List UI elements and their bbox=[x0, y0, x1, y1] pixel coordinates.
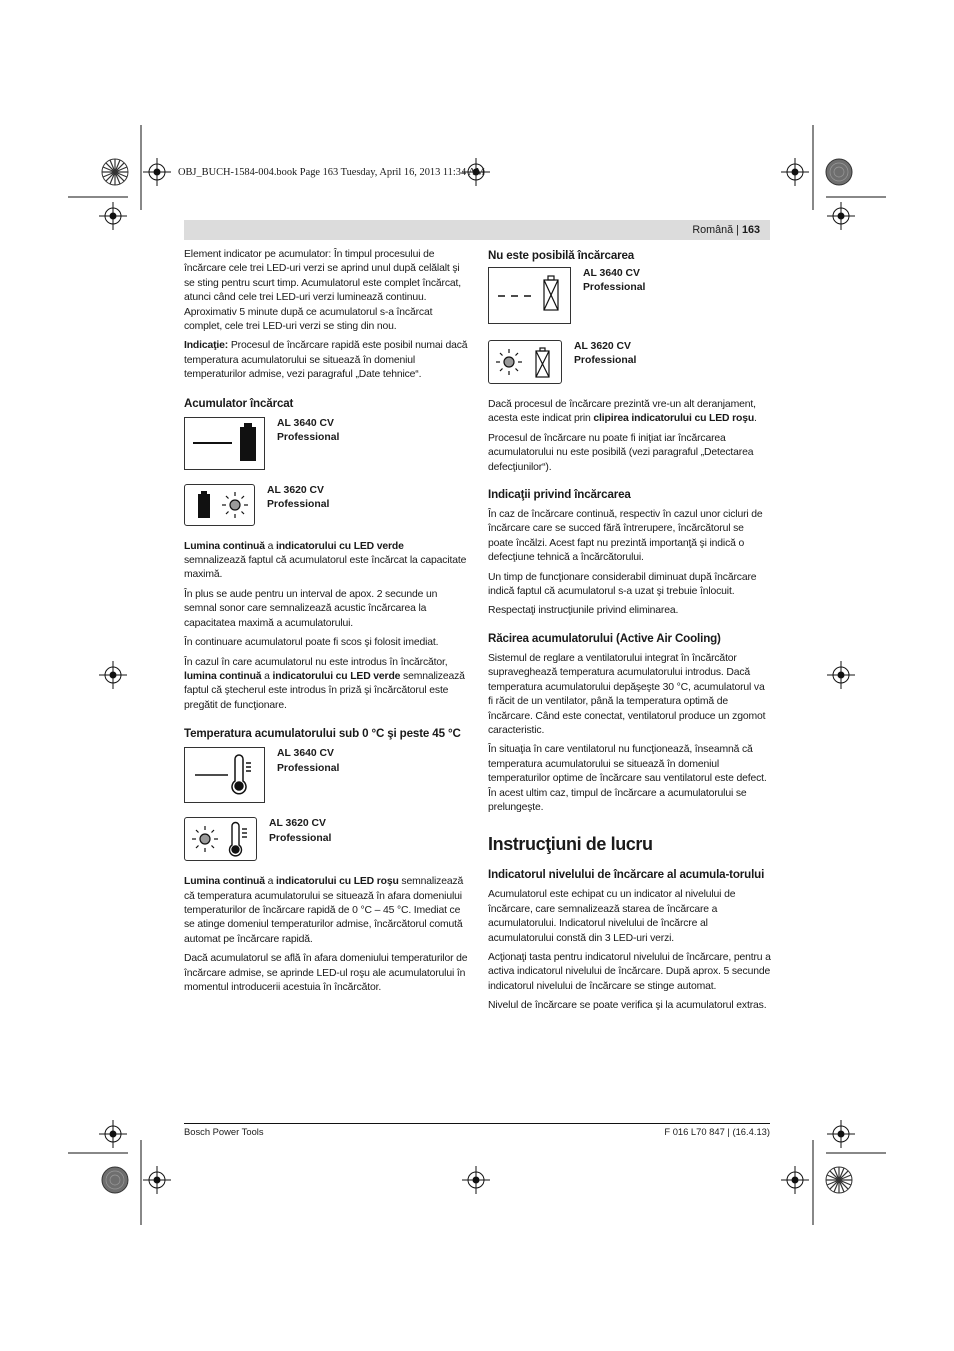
model-label: AL 3620 CV bbox=[267, 484, 324, 496]
professional-label: Professional bbox=[267, 499, 330, 511]
emphasis: Lumina continuă bbox=[184, 540, 265, 552]
charged-paragraph-4 bbox=[184, 656, 468, 714]
professional-label: Professional bbox=[574, 355, 637, 367]
battery-defect-icon bbox=[536, 348, 549, 377]
professional-label: Professional bbox=[583, 282, 646, 294]
not-possible-paragraph-1 bbox=[488, 398, 771, 427]
professional-label: Professional bbox=[277, 432, 340, 444]
battery-full-icon bbox=[240, 423, 256, 461]
footer-left: Bosch Power Tools bbox=[184, 1126, 264, 1137]
cooling-heading: Răcirea acumulatorului (Active Air Cooling) bbox=[488, 631, 721, 645]
charged-paragraph-1 bbox=[184, 540, 468, 583]
text: a bbox=[264, 876, 276, 888]
led-on-icon bbox=[222, 492, 248, 518]
emphasis: lumina continuă bbox=[184, 670, 262, 682]
charged-paragraph-2: În plus se aude pentru un interval de apox. 2 secunde un semnal sonor care semnalizează acustic încărcarea la capacitatea maximă a acumulatorului. bbox=[184, 588, 438, 629]
page-header bbox=[692, 222, 760, 238]
figure-charged-3640 bbox=[184, 417, 468, 470]
page-number: 163 bbox=[741, 224, 760, 236]
model-label: AL 3620 CV bbox=[574, 341, 631, 352]
charged-paragraph-3: În continuare acumulatorul poate fi scos şi folosit imediat. bbox=[184, 637, 439, 649]
note-label: Indicaţie: bbox=[184, 340, 229, 352]
footer-rule bbox=[184, 1123, 770, 1124]
header-language: Română bbox=[692, 224, 734, 236]
level-paragraph-3: Nivelul de încărcare se poate verifica şi la acumulatorul extras. bbox=[488, 1000, 767, 1012]
left-column bbox=[184, 248, 468, 1000]
not-possible-heading: Nu este posibilă încărcarea bbox=[488, 249, 635, 262]
not-possible-paragraph-2: Procesul de încărcare nu poate fi iniţiat iar încărcarea acumulatorului nu este posibilă (vezi paragraful „Detectarea defecţiunilor“). bbox=[488, 432, 754, 473]
emphasis: Lumina continuă bbox=[184, 876, 265, 888]
hints-heading: Indicaţii privind încărcarea bbox=[488, 488, 631, 502]
text: În cazul în care acumulatorul nu este introdus în încărcător, bbox=[184, 656, 448, 668]
level-paragraph-1: Acumulatorul este echipat cu un indicator al nivelului de încărcare, care semnalizează starea de încărcare a acumulatorului. Indicatorul nivelului de încărcre al acumulatorului constă din 3 LED-uri verzi. bbox=[488, 889, 736, 944]
thermometer-icon bbox=[230, 823, 248, 856]
temperature-heading: Temperatura acumulatorului sub 0 °C şi peste 45 °C bbox=[184, 727, 461, 741]
figure-temp-3620 bbox=[184, 817, 468, 861]
cooling-paragraph-1: Sistemul de reglare a ventilatorului integrat în încărcător supraveghează temperatura acumulatorului introdus. Dacă temperatura acumulatorului depăşeşte 30 °C, acumulatorul va fi răcit de un ventilator, până la temperatura optimă de încărcare. Când este conectat, ventilatorul produce un zgomot caracteristic. bbox=[488, 652, 766, 736]
hints-paragraph-1: În caz de încărcare continuă, respectiv în cazul unor cicluri de încărcare care se succed fără întrerupere, încărcătorul se poate încălzi. Acest fapt nu prezintă importanţă şi indică o defecţiune tehnică a încărcătorului. bbox=[488, 509, 763, 564]
note-text: Procesul de încărcare rapidă este posibil numai dacă temperatura acumulatorului se situează în domeniul temperaturilor admise, vezi paragraful „Date tehnice“. bbox=[184, 340, 468, 381]
charged-3640-indicator bbox=[184, 417, 265, 470]
right-column bbox=[488, 248, 771, 1019]
figure-notpossible-3640 bbox=[488, 267, 771, 324]
work-instructions-heading: Instrucţiuni de lucru bbox=[488, 834, 653, 855]
text: a bbox=[261, 670, 273, 682]
file-header: OBJ_BUCH-1584-004.book Page 163 Tuesday, April 16, 2013 11:34 AM bbox=[178, 167, 485, 178]
header-separator: | bbox=[736, 224, 739, 236]
temperature-paragraph-1 bbox=[184, 875, 468, 947]
model-label: AL 3620 CV bbox=[269, 818, 326, 830]
note-paragraph bbox=[184, 339, 468, 382]
hints-paragraph-2: Un timp de funcţionare considerabil diminuat după încărcare indică faptul că acumulatorul s-a uzat şi trebuie înlocuit. bbox=[488, 571, 757, 598]
text: semnalizează că temperatura acumulatorului se situează în afara domeniului temperaturilor de încărcare rapidă de 0 °C – 45 °C. Imediat ce se atinge domeniul temperaturilor admise, încărcătorul comută automat pe încărcare rapidă. bbox=[184, 876, 464, 945]
figure-charged-3620 bbox=[184, 484, 468, 526]
model-label: AL 3640 CV bbox=[277, 417, 334, 429]
charged-3620-indicator bbox=[184, 484, 255, 526]
emphasis: indicatorului cu LED verde bbox=[276, 540, 404, 552]
cooling-paragraph-2: În situaţia în care ventilatorul nu funcţionează, înseamnă că temperatura acumulatorului se situează în domeniul temperaturilor optime de încărcare sau ventilatorul este defect. În acest ultim caz, timpul de încărcare a acumulatorului se prelungeşte. bbox=[488, 744, 767, 813]
footer-right: F 016 L70 847 | (16.4.13) bbox=[664, 1126, 770, 1137]
intro-paragraph: Element indicator pe acumulator: În timpul procesului de încărcare cele trei LED-uri verzi se aprind unul după celălalt şi se sting pentru scurt timp. Acumulatorul este complet încărcat, atunci când cele trei LED-uri verzi luminează continuu. Aproximativ 5 minute după ce acumulatorul s-a încărcat complet, cele trei LED-uri verzi se sting din nou. bbox=[184, 249, 461, 333]
charged-heading: Acumulator încărcat bbox=[184, 396, 294, 410]
text: . bbox=[754, 413, 757, 425]
professional-label: Professional bbox=[269, 832, 332, 844]
led-blinking-icon bbox=[496, 349, 522, 375]
emphasis: clipirea indicatorului cu LED roşu bbox=[593, 413, 755, 425]
hints-paragraph-3: Respectaţi instrucţiunile privind eliminarea. bbox=[488, 605, 679, 617]
notpossible-3640-indicator bbox=[488, 267, 571, 324]
figure-notpossible-3620 bbox=[488, 340, 771, 384]
text: semnalizează faptul că acumulatorul este încărcat la capacitate maximă. bbox=[184, 555, 467, 581]
temp-3640-indicator bbox=[184, 747, 265, 803]
figure-temp-3640 bbox=[184, 747, 468, 803]
text: a bbox=[264, 540, 276, 552]
battery-defect-icon bbox=[544, 276, 558, 310]
emphasis: indicatorului cu LED roşu bbox=[276, 876, 399, 888]
led-on-icon bbox=[192, 826, 218, 852]
thermometer-icon bbox=[232, 755, 251, 794]
professional-label: Professional bbox=[277, 762, 340, 774]
notpossible-3620-indicator bbox=[488, 340, 562, 384]
text: Dacă procesul de încărcare prezintă vre-un alt deranjament, acesta este indicat prin bbox=[488, 399, 756, 425]
level-paragraph-2: Acţionaţi tasta pentru indicatorul nivelului de încărcare, pentru a activa indicatorul nivelului de încărcare. După aprox. 5 secunde indicatorul nivelului de încărcare se stinge automat. bbox=[488, 951, 771, 992]
emphasis: indicatorului cu LED verde bbox=[272, 670, 401, 682]
text: semnalizează faptul că ştecherul este introdus în priză şi încărcătorul este pregătit de funcţionare. bbox=[184, 670, 465, 711]
temp-3620-indicator bbox=[184, 817, 257, 861]
model-label: AL 3640 CV bbox=[583, 268, 640, 279]
page-header-bar bbox=[184, 220, 770, 240]
level-indicator-heading: Indicatorul nivelului de încărcare al acumula-torului bbox=[488, 868, 765, 882]
temperature-paragraph-2: Dacă acumulatorul se află în afara domeniului temperaturilor de încărcare admise, se aprinde LED-ul roşu ale acumulatorului în momentul introducerii acestuia în încărcător. bbox=[184, 953, 468, 993]
model-label: AL 3640 CV bbox=[277, 748, 334, 760]
battery-full-icon bbox=[198, 491, 210, 518]
